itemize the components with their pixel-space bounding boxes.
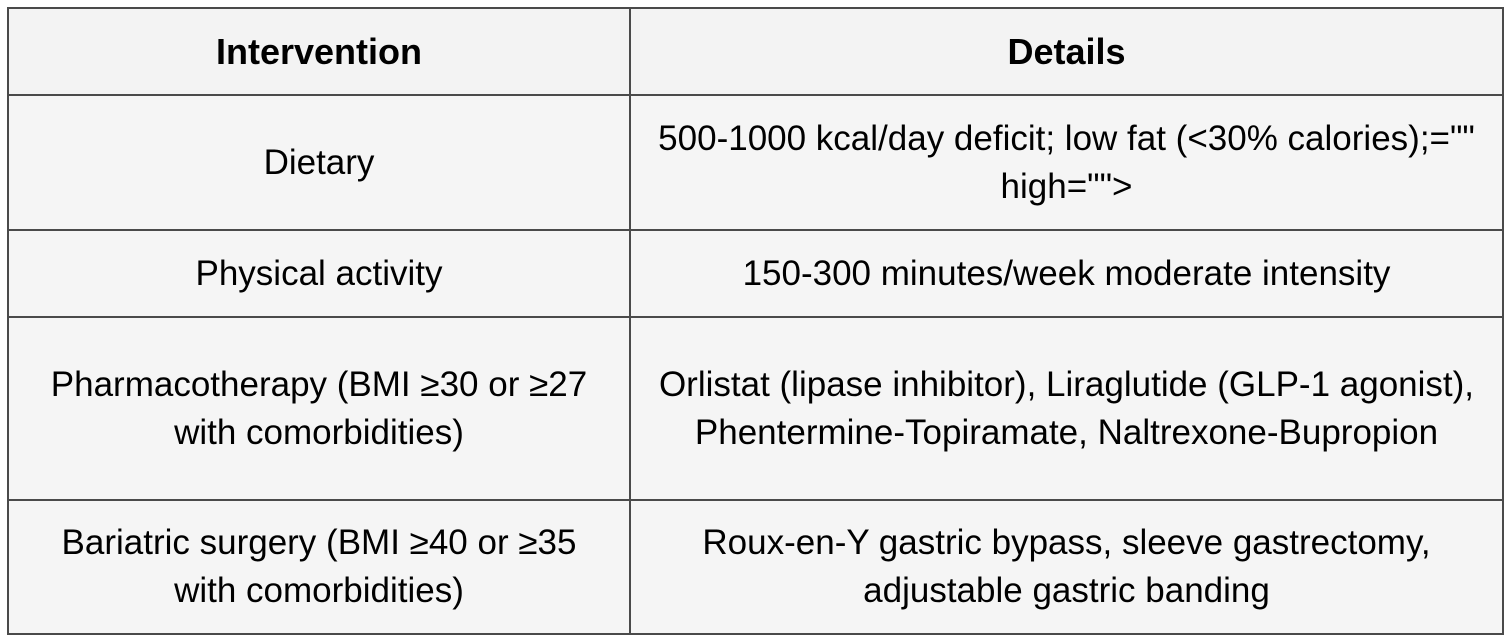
row-bariatric-surgery-details: Roux-en-Y gastric bypass, sleeve gastrectomy, adjustable gastric banding: [631, 501, 1502, 633]
row-physical-activity-details: 150-300 minutes/week moderate intensity: [631, 231, 1502, 318]
row-pharmacotherapy-details: Orlistat (lipase inhibitor), Liraglutide (GLP-1 agonist), Phentermine-Topiramate, Naltrexone-Bupropion: [631, 318, 1502, 501]
header-details: Details: [631, 9, 1502, 96]
row-dietary-details: 500-1000 kcal/day deficit; low fat (<30% calories);="" high="">: [631, 96, 1502, 231]
row-bariatric-surgery-intervention: Bariatric surgery (BMI ≥40 or ≥35 with comorbidities): [9, 501, 631, 633]
row-dietary-intervention: Dietary: [9, 96, 631, 231]
row-physical-activity-intervention: Physical activity: [9, 231, 631, 318]
header-intervention: Intervention: [9, 9, 631, 96]
interventions-table: [7, 7, 1504, 635]
row-pharmacotherapy-intervention: Pharmacotherapy (BMI ≥30 or ≥27 with comorbidities): [9, 318, 631, 501]
